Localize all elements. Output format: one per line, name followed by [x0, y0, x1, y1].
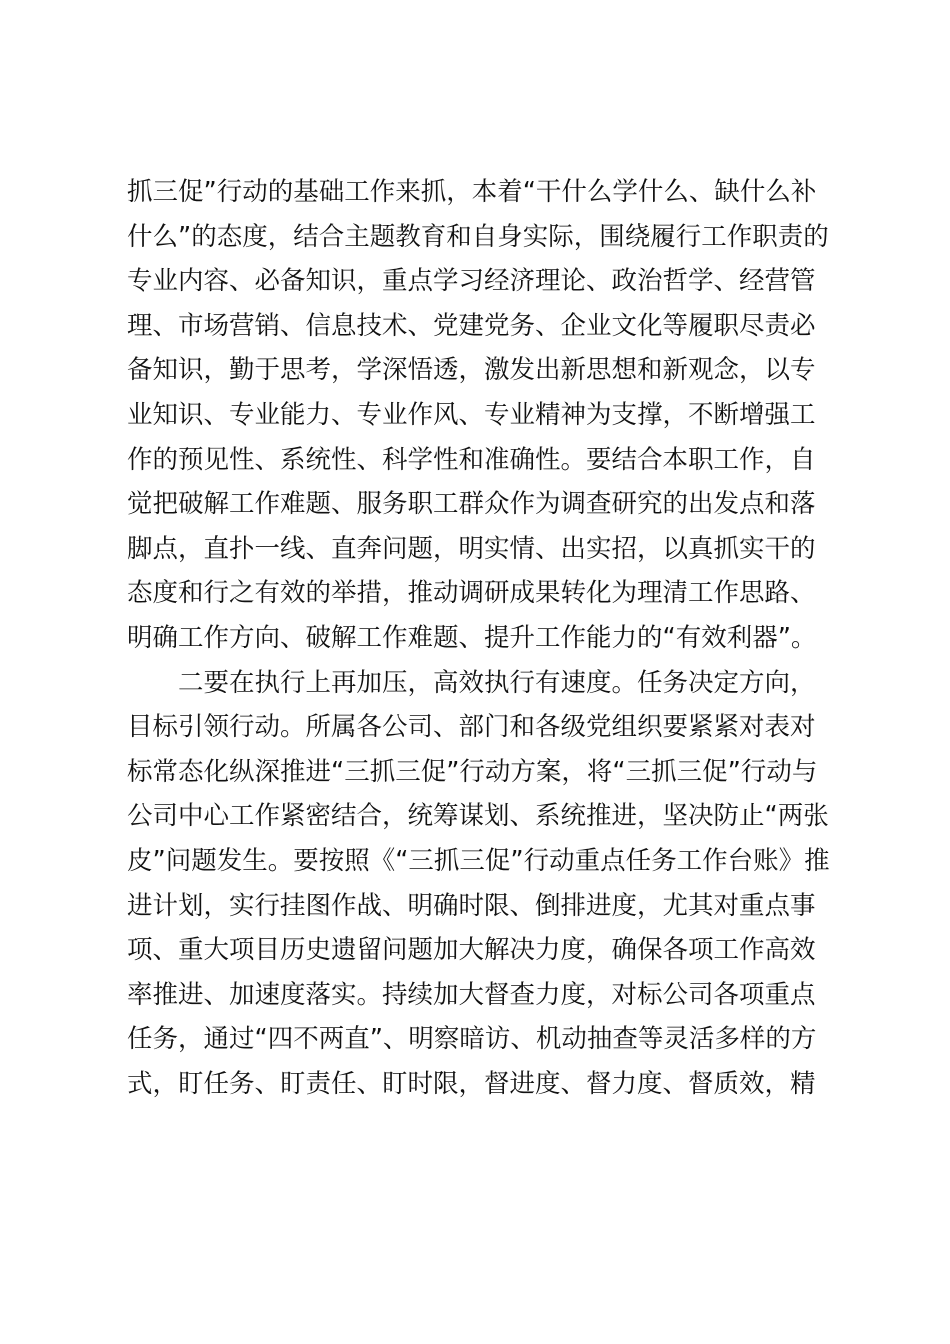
text-line: 二要在执行上再加压，高效执行有速度。任务决定方向， [178, 667, 816, 698]
text-line: 项、重大项目历史遗留问题加大解决力度，确保各项工作高效 [127, 935, 816, 966]
text-line: 觉把破解工作难题、服务职工群众作为调查研究的出发点和落 [127, 489, 816, 520]
text-line: 专业内容、必备知识，重点学习经济理论、政治哲学、经营管 [127, 266, 816, 297]
text-line: 备知识，勤于思考，学深悟透，激发出新思想和新观念，以专 [127, 355, 816, 386]
text-line: 作的预见性、系统性、科学性和准确性。要结合本职工作，自 [127, 444, 816, 475]
text-line: 率推进、加速度落实。持续加大督查力度，对标公司各项重点 [127, 979, 816, 1010]
text-line: 标常态化纵深推进“三抓三促”行动方案，将“三抓三促”行动与 [127, 756, 818, 787]
paragraph-2 [127, 661, 837, 1107]
text-line: 什么”的态度，结合主题教育和自身实际，围绕履行工作职责的 [127, 221, 829, 252]
text-line: 态度和行之有效的举措，推动调研成果转化为理清工作思路、 [127, 578, 816, 609]
text-line: 进计划，实行挂图作战、明确时限、倒排进度，尤其对重点事 [127, 890, 816, 921]
text-line: 明确工作方向、破解工作难题、提升工作能力的“有效利器”。 [127, 622, 817, 653]
text-line: 抓三促”行动的基础工作来抓，本着“干什么学什么、缺什么补 [127, 177, 817, 207]
text-line: 公司中心工作紧密结合，统筹谋划、系统推进，坚决防止“两张 [127, 801, 829, 832]
text-line: 脚点，直扑一线、直奔问题，明实情、出实招，以真抓实干的 [127, 533, 816, 564]
text-line: 业知识、专业能力、专业作风、专业精神为支撑，不断增强工 [127, 399, 816, 430]
text-line: 皮”问题发生。要按照《“三抓三促”行动重点任务工作台账》推 [127, 845, 830, 876]
text-line: 任务，通过“四不两直”、明察暗访、机动抽查等灵活多样的方 [127, 1024, 817, 1055]
text-line: 式，盯任务、盯责任、盯时限，督进度、督力度、督质效，精 [127, 1068, 816, 1099]
text-line: 理、市场营销、信息技术、党建党务、企业文化等履职尽责必 [127, 310, 816, 341]
text-line: 目标引领行动。所属各公司、部门和各级党组织要紧紧对表对 [127, 712, 816, 743]
paragraph-1 [127, 170, 837, 661]
document-body [127, 170, 837, 1106]
